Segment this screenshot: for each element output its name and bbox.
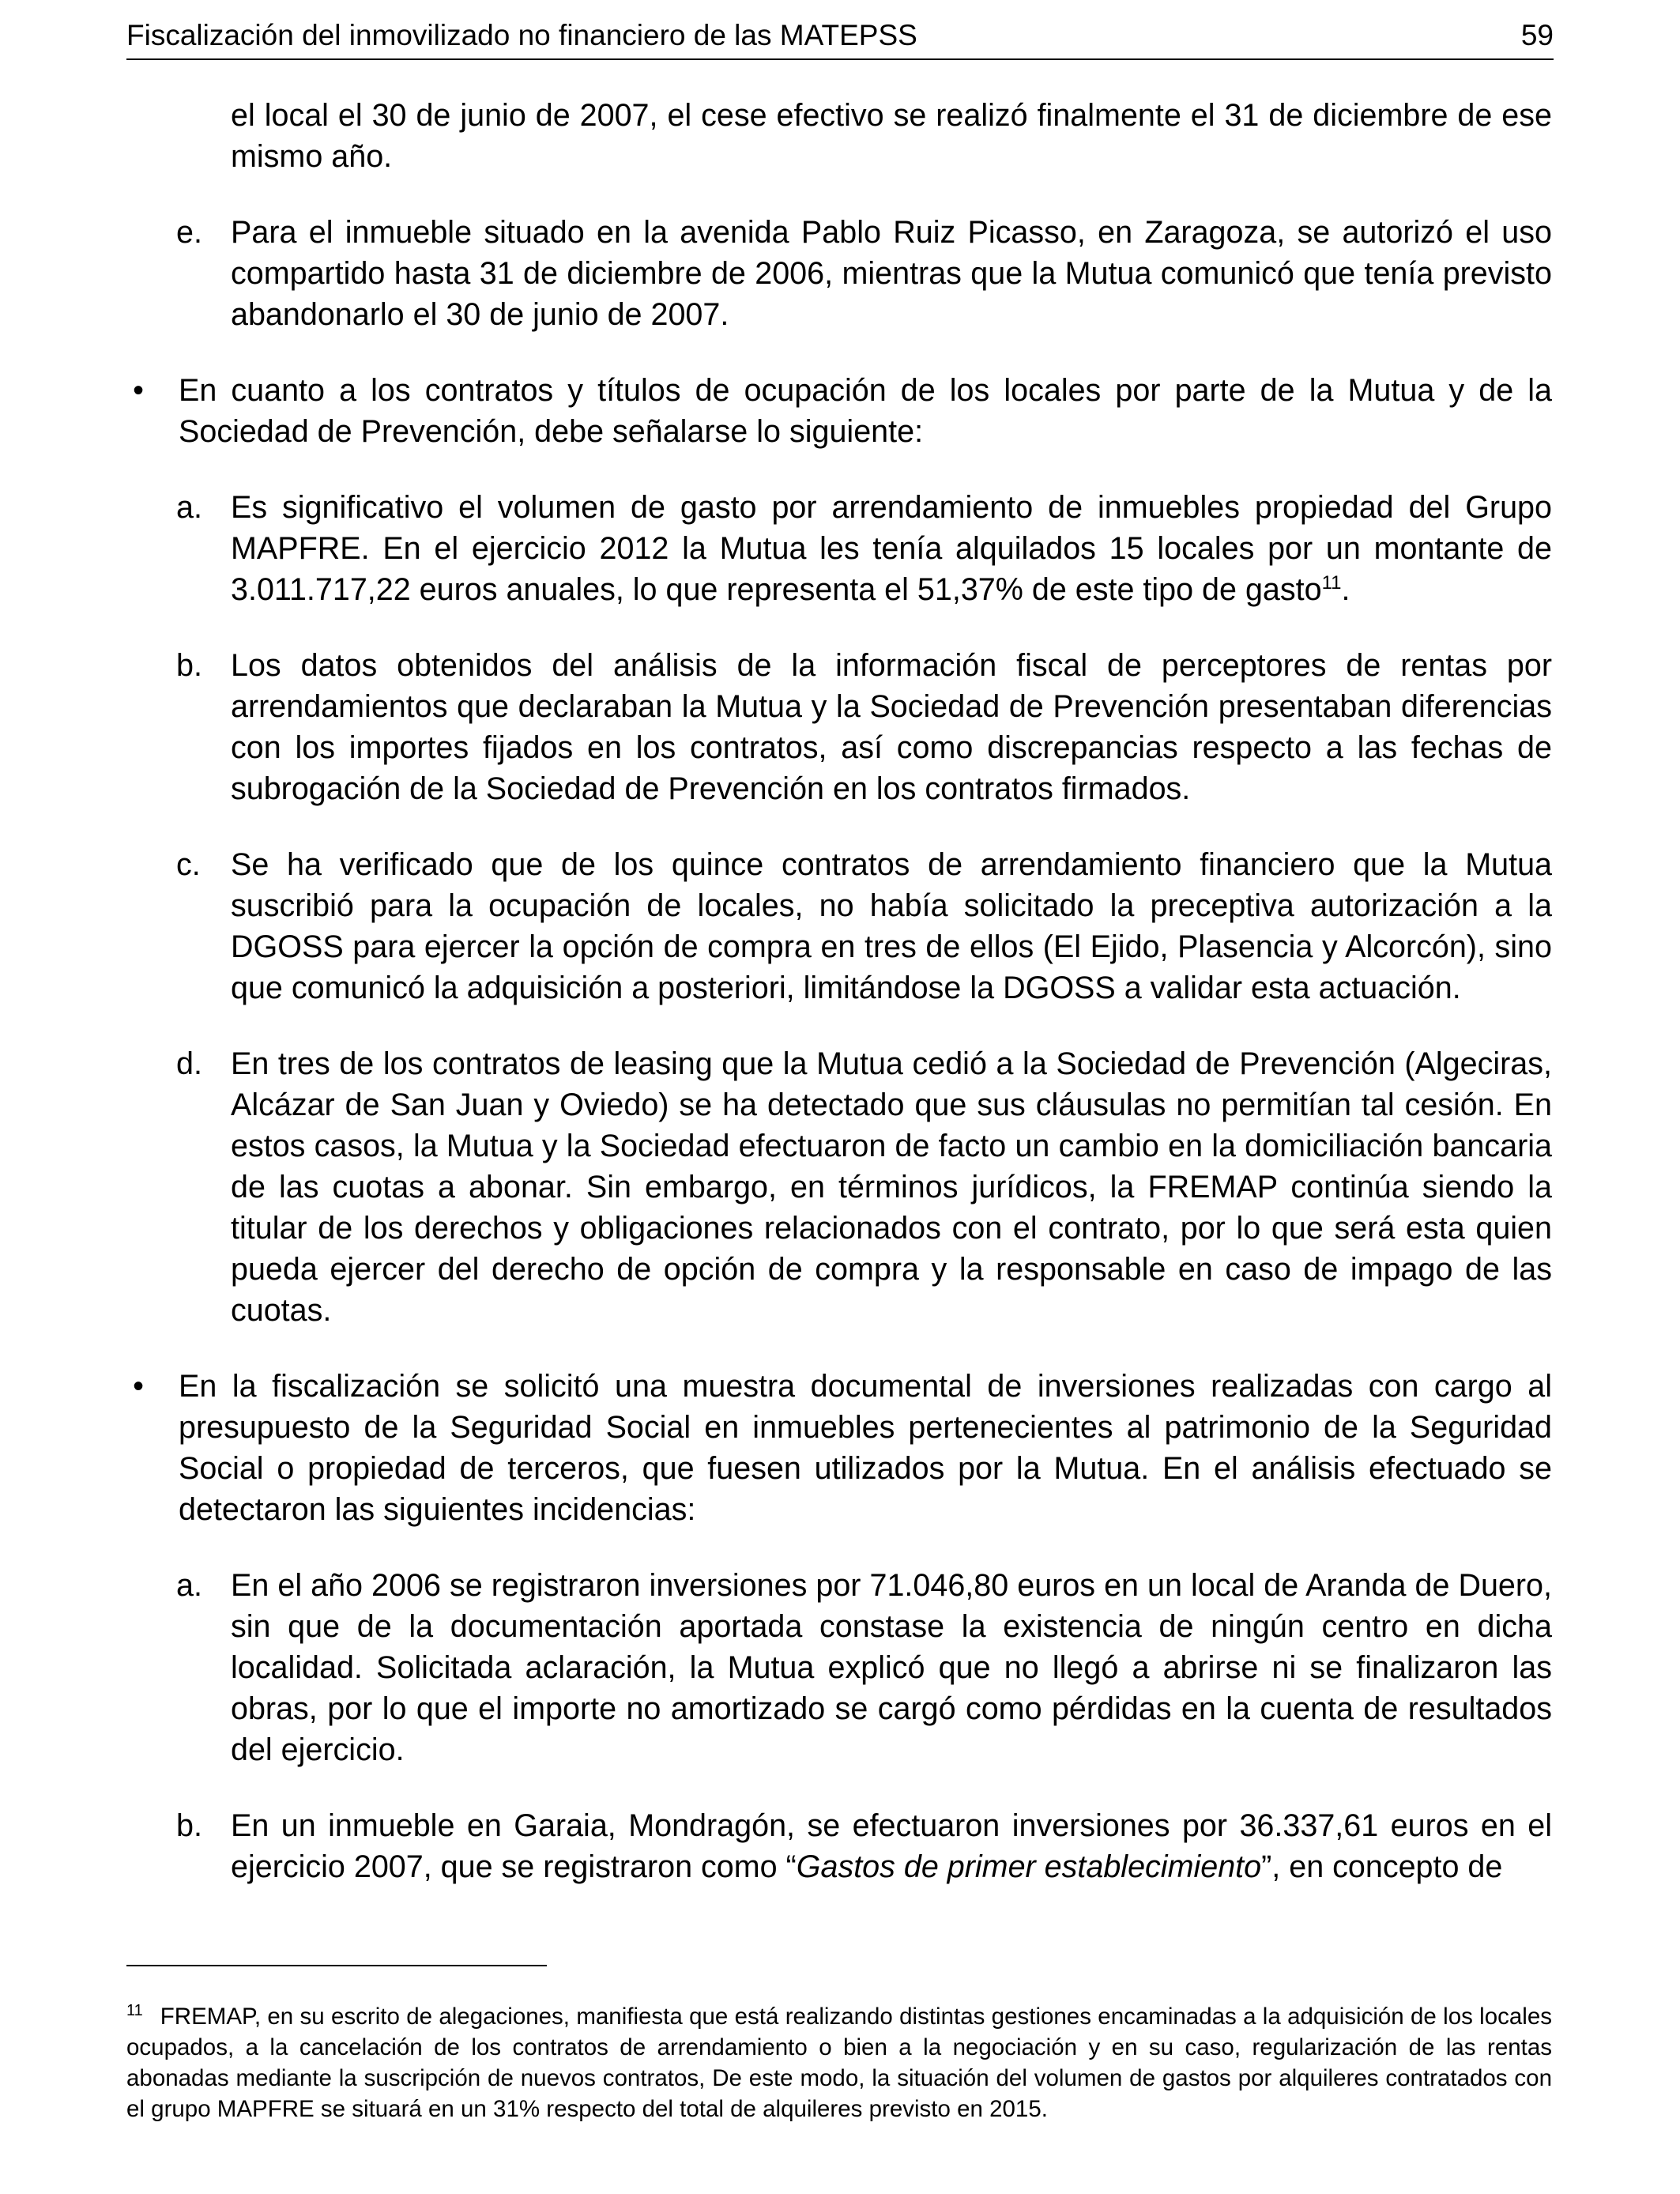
list-item-text: Los datos obtenidos del análisis de la información fiscal de perceptores de rentas por arrendamientos que declaraban la Mutua y la Sociedad de Prevención presentaban diferencias con los importes fijados en los contratos, así como discrepancias respecto a las fechas de subrogación de la Sociedad de Prevención en los contratos firmados. xyxy=(231,648,1552,806)
list-item-text: Es significativo el volumen de gasto por arrendamiento de inmuebles propiedad del Grupo MAPFRE. En el ejercicio 2012 la Mutua les tenía alquilados 15 locales por un montante de 3.011.717,22 euros anuales, lo que representa el 51,37% de este tipo de gasto xyxy=(231,490,1552,607)
footnote xyxy=(126,2001,1552,2124)
list-item xyxy=(126,1043,1552,1331)
list-marker: e. xyxy=(176,215,202,250)
bullet-icon: • xyxy=(133,1369,144,1404)
bullet-investments xyxy=(126,1366,1552,1530)
list-item-text-end: . xyxy=(1341,572,1350,607)
italic-term: Gastos de primer establecimiento xyxy=(796,1849,1262,1884)
header-title: Fiscalización del inmovilizado no financiero de las MATEPSS xyxy=(126,19,917,51)
list-item-e xyxy=(126,212,1552,335)
list-item xyxy=(126,1565,1552,1770)
bullet-text: En cuanto a los contratos y títulos de ocupación de los locales por parte de la Mutua y de la Sociedad de Prevención, debe señalarse lo siguiente: xyxy=(179,373,1552,449)
footnote-text: FREMAP, en su escrito de alegaciones, manifiesta que está realizando distintas gestiones encaminadas a la adquisición de los locales ocupados, a la cancelación de los contratos de arrendamiento o bien a la negociación y en su caso, regularización de las rentas abonadas mediante la suscripción de nuevos contratos, De este modo, la situación del volumen de gastos por alquileres contratados con el grupo MAPFRE se situará en un 31% respecto del total de alquileres previsto en 2015. xyxy=(126,2004,1552,2122)
document-body xyxy=(126,95,1552,1922)
list-marker: d. xyxy=(176,1046,202,1081)
list-item-text: Se ha verificado que de los quince contratos de arrendamiento financiero que la Mutua suscribió para la ocupación de locales, no había solicitado la preceptiva autorización a la DGOSS para ejercer la opción de compra en tres de ellos (El Ejido, Plasencia y Alcorcón), sino que comunicó la adquisición a posteriori, limitándose la DGOSS a validar esta actuación. xyxy=(231,847,1552,1005)
list-item-text-end: ”, en concepto de xyxy=(1261,1849,1503,1884)
list-marker: c. xyxy=(176,847,201,882)
list-item xyxy=(126,645,1552,809)
bullet-icon: • xyxy=(133,373,144,408)
page-number: 59 xyxy=(1520,19,1554,51)
list-item-text: En el año 2006 se registraron inversiones por 71.046,80 euros en un local de Aranda de Duero, sin que de la documentación aportada constase la existencia de ningún centro en dicha localidad. Solicitada aclaración, la Mutua explicó que no llegó a abrirse ni se finalizaron las obras, por lo que el importe no amortizado se cargó como pérdidas en la cuenta de resultados del ejercicio. xyxy=(231,1568,1552,1767)
bullet-text: En la fiscalización se solicitó una muestra documental de inversiones realizadas con cargo al presupuesto de la Seguridad Social en inmuebles pertenecientes al patrimonio de la Seguridad Social o propiedad de terceros, que fuesen utilizados por la Mutua. En el análisis efectuado se detectaron las siguientes incidencias: xyxy=(179,1369,1552,1527)
footnote-separator xyxy=(126,1965,547,1966)
continued-paragraph: el local el 30 de junio de 2007, el cese efectivo se realizó finalmente el 31 de diciembre de ese mismo año. xyxy=(231,98,1552,174)
footnote-reference[interactable]: 11 xyxy=(1321,571,1342,594)
list-item xyxy=(126,487,1552,610)
list-item xyxy=(126,1805,1552,1887)
list-item-text: En tres de los contratos de leasing que la Mutua cedió a la Sociedad de Prevención (Algeciras, Alcázar de San Juan y Oviedo) se ha detectado que sus cláusulas no permitían tal cesión. En estos casos, la Mutua y la Sociedad efectuaron de facto un cambio en la domiciliación bancaria de las cuotas a abonar. Sin embargo, en términos jurídicos, la FREMAP continúa siendo la titular de los derechos y obligaciones relacionados con el contrato, por lo que será esta quien pueda ejercer del derecho de opción de compra y la responsable en caso de impago de las cuotas. xyxy=(231,1046,1552,1328)
footnote-number: 11 xyxy=(126,2002,143,2020)
list-item xyxy=(126,844,1552,1008)
list-marker: b. xyxy=(176,1808,202,1843)
list-marker: a. xyxy=(176,490,202,525)
bullet-contracts xyxy=(126,370,1552,452)
list-item-text: Para el inmueble situado en la avenida Pablo Ruiz Picasso, en Zaragoza, se autorizó el uso compartido hasta 31 de diciembre de 2006, mientras que la Mutua comunicó que tenía previsto abandonarlo el 30 de junio de 2007. xyxy=(231,215,1552,332)
list-marker: b. xyxy=(176,648,202,683)
list-marker: a. xyxy=(176,1568,202,1603)
list-item-text: En un inmueble en Garaia, Mondragón, se efectuaron inversiones por 36.337,61 euros en el ejercicio 2007, que se registraron como “ xyxy=(231,1808,1552,1884)
page-header xyxy=(126,13,1554,60)
